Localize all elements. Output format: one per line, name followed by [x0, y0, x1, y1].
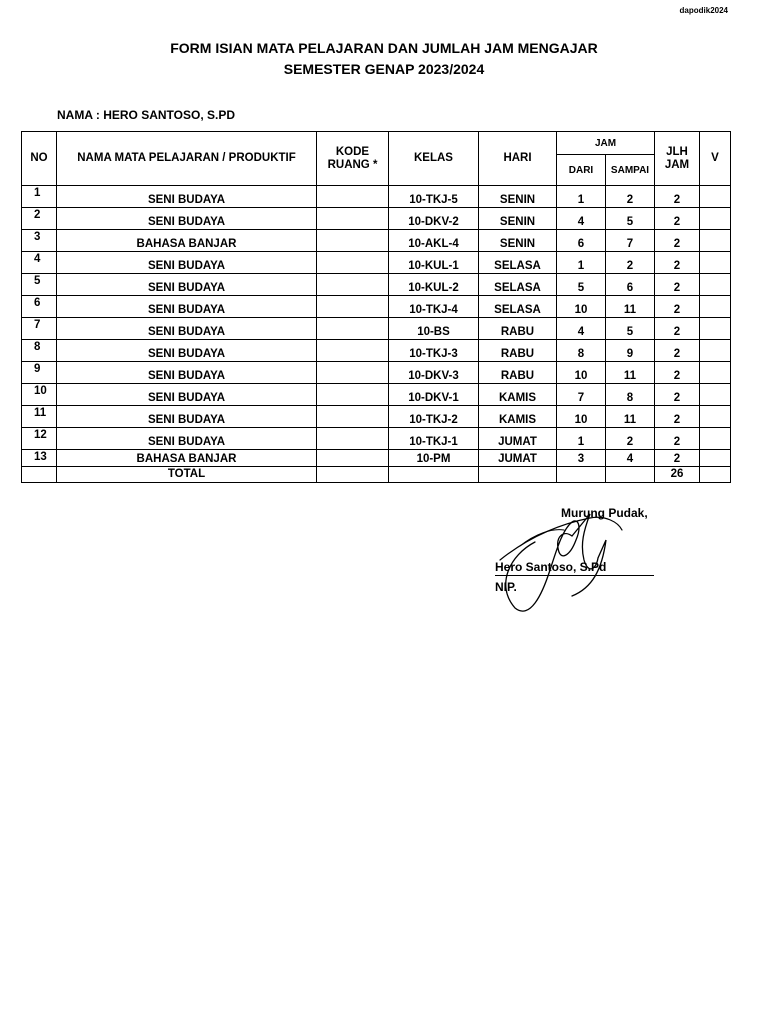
row-no: 2: [22, 208, 57, 230]
row-check: [700, 230, 731, 252]
row-from: 1: [557, 428, 606, 450]
total-from-cell: [557, 467, 606, 483]
row-room: [317, 428, 389, 450]
total-row: [22, 467, 731, 483]
title-line-2: SEMESTER GENAP 2023/2024: [283, 61, 485, 77]
table-row: [22, 384, 731, 406]
row-no: 7: [22, 318, 57, 340]
row-day: SENIN: [479, 230, 557, 252]
row-from: 1: [557, 186, 606, 208]
row-day: KAMIS: [479, 384, 557, 406]
table-row: [22, 208, 731, 230]
table-row: [22, 450, 731, 467]
row-subject: SENI BUDAYA: [57, 252, 317, 274]
table-header: [22, 132, 731, 186]
row-check: [700, 450, 731, 467]
row-no: 11: [22, 406, 57, 428]
row-room: [317, 186, 389, 208]
row-subject: BAHASA BANJAR: [57, 230, 317, 252]
total-hours: 26: [655, 467, 700, 483]
row-to: 2: [606, 252, 655, 274]
row-hours: 2: [655, 230, 700, 252]
row-from: 10: [557, 362, 606, 384]
row-to: 7: [606, 230, 655, 252]
header-no: NO: [22, 132, 57, 186]
row-class: 10-AKL-4: [389, 230, 479, 252]
row-hours: 2: [655, 428, 700, 450]
total-room-cell: [317, 467, 389, 483]
row-class: 10-TKJ-5: [389, 186, 479, 208]
row-from: 5: [557, 274, 606, 296]
total-day-cell: [479, 467, 557, 483]
row-from: 3: [557, 450, 606, 467]
header-check: V: [700, 132, 731, 186]
header-room-line2: RUANG *: [327, 158, 378, 171]
row-day: SELASA: [479, 274, 557, 296]
row-room: [317, 340, 389, 362]
row-to: 11: [606, 362, 655, 384]
row-no: 8: [22, 340, 57, 362]
total-no-cell: [22, 467, 57, 483]
row-to: 2: [606, 428, 655, 450]
row-to: 6: [606, 274, 655, 296]
row-check: [700, 428, 731, 450]
row-class: 10-KUL-1: [389, 252, 479, 274]
row-check: [700, 208, 731, 230]
header-class: KELAS: [389, 132, 479, 186]
row-hours: 2: [655, 186, 700, 208]
teacher-name: NAMA : HERO SANTOSO, S.PD: [57, 108, 236, 122]
row-room: [317, 406, 389, 428]
header-jam: JAM: [557, 132, 655, 155]
row-hours: 2: [655, 274, 700, 296]
watermark: dapodik2024: [679, 6, 728, 15]
header-subject: NAMA MATA PELAJARAN / PRODUKTIF: [57, 132, 317, 186]
row-day: RABU: [479, 362, 557, 384]
row-class: 10-TKJ-4: [389, 296, 479, 318]
header-day: HARI: [479, 132, 557, 186]
table-body: [22, 186, 731, 483]
row-check: [700, 252, 731, 274]
row-class: 10-TKJ-3: [389, 340, 479, 362]
row-no: 10: [22, 384, 57, 406]
row-class: 10-TKJ-1: [389, 428, 479, 450]
row-subject: SENI BUDAYA: [57, 406, 317, 428]
row-to: 8: [606, 384, 655, 406]
row-check: [700, 384, 731, 406]
table-row: [22, 274, 731, 296]
row-room: [317, 296, 389, 318]
total-label: TOTAL: [57, 467, 317, 483]
title-line-1: FORM ISIAN MATA PELAJARAN DAN JUMLAH JAM MENGAJAR: [170, 40, 598, 56]
row-check: [700, 340, 731, 362]
row-from: 7: [557, 384, 606, 406]
row-day: SELASA: [479, 252, 557, 274]
row-no: 13: [22, 450, 57, 467]
row-check: [700, 406, 731, 428]
row-subject: BAHASA BANJAR: [57, 450, 317, 467]
total-to-cell: [606, 467, 655, 483]
row-hours: 2: [655, 318, 700, 340]
row-no: 12: [22, 428, 57, 450]
table-row: [22, 318, 731, 340]
row-day: RABU: [479, 340, 557, 362]
row-day: KAMIS: [479, 406, 557, 428]
header-total-hours-line2: JAM: [664, 158, 690, 171]
row-subject: SENI BUDAYA: [57, 186, 317, 208]
row-day: RABU: [479, 318, 557, 340]
row-to: 11: [606, 406, 655, 428]
row-check: [700, 274, 731, 296]
row-day: JUMAT: [479, 428, 557, 450]
row-hours: 2: [655, 406, 700, 428]
signature-underline: [495, 575, 654, 576]
row-check: [700, 318, 731, 340]
row-room: [317, 230, 389, 252]
row-subject: SENI BUDAYA: [57, 362, 317, 384]
row-hours: 2: [655, 296, 700, 318]
row-from: 4: [557, 208, 606, 230]
row-class: 10-TKJ-2: [389, 406, 479, 428]
row-subject: SENI BUDAYA: [57, 274, 317, 296]
row-to: 9: [606, 340, 655, 362]
row-subject: SENI BUDAYA: [57, 340, 317, 362]
row-hours: 2: [655, 362, 700, 384]
row-hours: 2: [655, 384, 700, 406]
row-subject: SENI BUDAYA: [57, 318, 317, 340]
row-check: [700, 362, 731, 384]
row-no: 1: [22, 186, 57, 208]
row-room: [317, 318, 389, 340]
row-no: 5: [22, 274, 57, 296]
row-no: 9: [22, 362, 57, 384]
row-from: 10: [557, 296, 606, 318]
table-row: [22, 428, 731, 450]
row-subject: SENI BUDAYA: [57, 384, 317, 406]
row-class: 10-DKV-2: [389, 208, 479, 230]
row-to: 5: [606, 318, 655, 340]
row-room: [317, 450, 389, 467]
total-class-cell: [389, 467, 479, 483]
row-subject: SENI BUDAYA: [57, 296, 317, 318]
row-hours: 2: [655, 340, 700, 362]
row-hours: 2: [655, 252, 700, 274]
row-hours: 2: [655, 208, 700, 230]
schedule-table: [21, 131, 731, 483]
row-subject: SENI BUDAYA: [57, 208, 317, 230]
table-row: [22, 252, 731, 274]
row-day: SENIN: [479, 208, 557, 230]
header-room: [317, 132, 389, 186]
row-class: 10-KUL-2: [389, 274, 479, 296]
row-to: 2: [606, 186, 655, 208]
signature-place: Murung Pudak,: [561, 506, 648, 520]
header-to: SAMPAI: [606, 155, 655, 186]
row-from: 8: [557, 340, 606, 362]
total-check-cell: [700, 467, 731, 483]
row-class: 10-DKV-3: [389, 362, 479, 384]
row-room: [317, 208, 389, 230]
table-row: [22, 186, 731, 208]
row-check: [700, 186, 731, 208]
row-day: JUMAT: [479, 450, 557, 467]
header-room-line1: KODE: [335, 145, 370, 158]
row-day: SELASA: [479, 296, 557, 318]
row-room: [317, 252, 389, 274]
row-class: 10-DKV-1: [389, 384, 479, 406]
row-day: SENIN: [479, 186, 557, 208]
table-row: [22, 362, 731, 384]
row-room: [317, 362, 389, 384]
row-to: 11: [606, 296, 655, 318]
row-room: [317, 274, 389, 296]
row-from: 4: [557, 318, 606, 340]
row-check: [700, 296, 731, 318]
row-from: 6: [557, 230, 606, 252]
row-to: 5: [606, 208, 655, 230]
table-row: [22, 406, 731, 428]
row-no: 3: [22, 230, 57, 252]
header-from: DARI: [557, 155, 606, 186]
row-no: 4: [22, 252, 57, 274]
row-from: 1: [557, 252, 606, 274]
row-to: 4: [606, 450, 655, 467]
signature-nip: NIP.: [495, 580, 517, 594]
header-total-hours: [655, 132, 700, 186]
row-no: 6: [22, 296, 57, 318]
table-row: [22, 296, 731, 318]
row-room: [317, 384, 389, 406]
row-class: 10-PM: [389, 450, 479, 467]
document-title: [0, 38, 768, 80]
table-row: [22, 340, 731, 362]
table-row: [22, 230, 731, 252]
row-hours: 2: [655, 450, 700, 467]
row-subject: SENI BUDAYA: [57, 428, 317, 450]
row-class: 10-BS: [389, 318, 479, 340]
row-from: 10: [557, 406, 606, 428]
signature-name: Hero Santoso, S.Pd: [495, 560, 607, 574]
header-total-hours-line1: JLH: [666, 145, 688, 158]
